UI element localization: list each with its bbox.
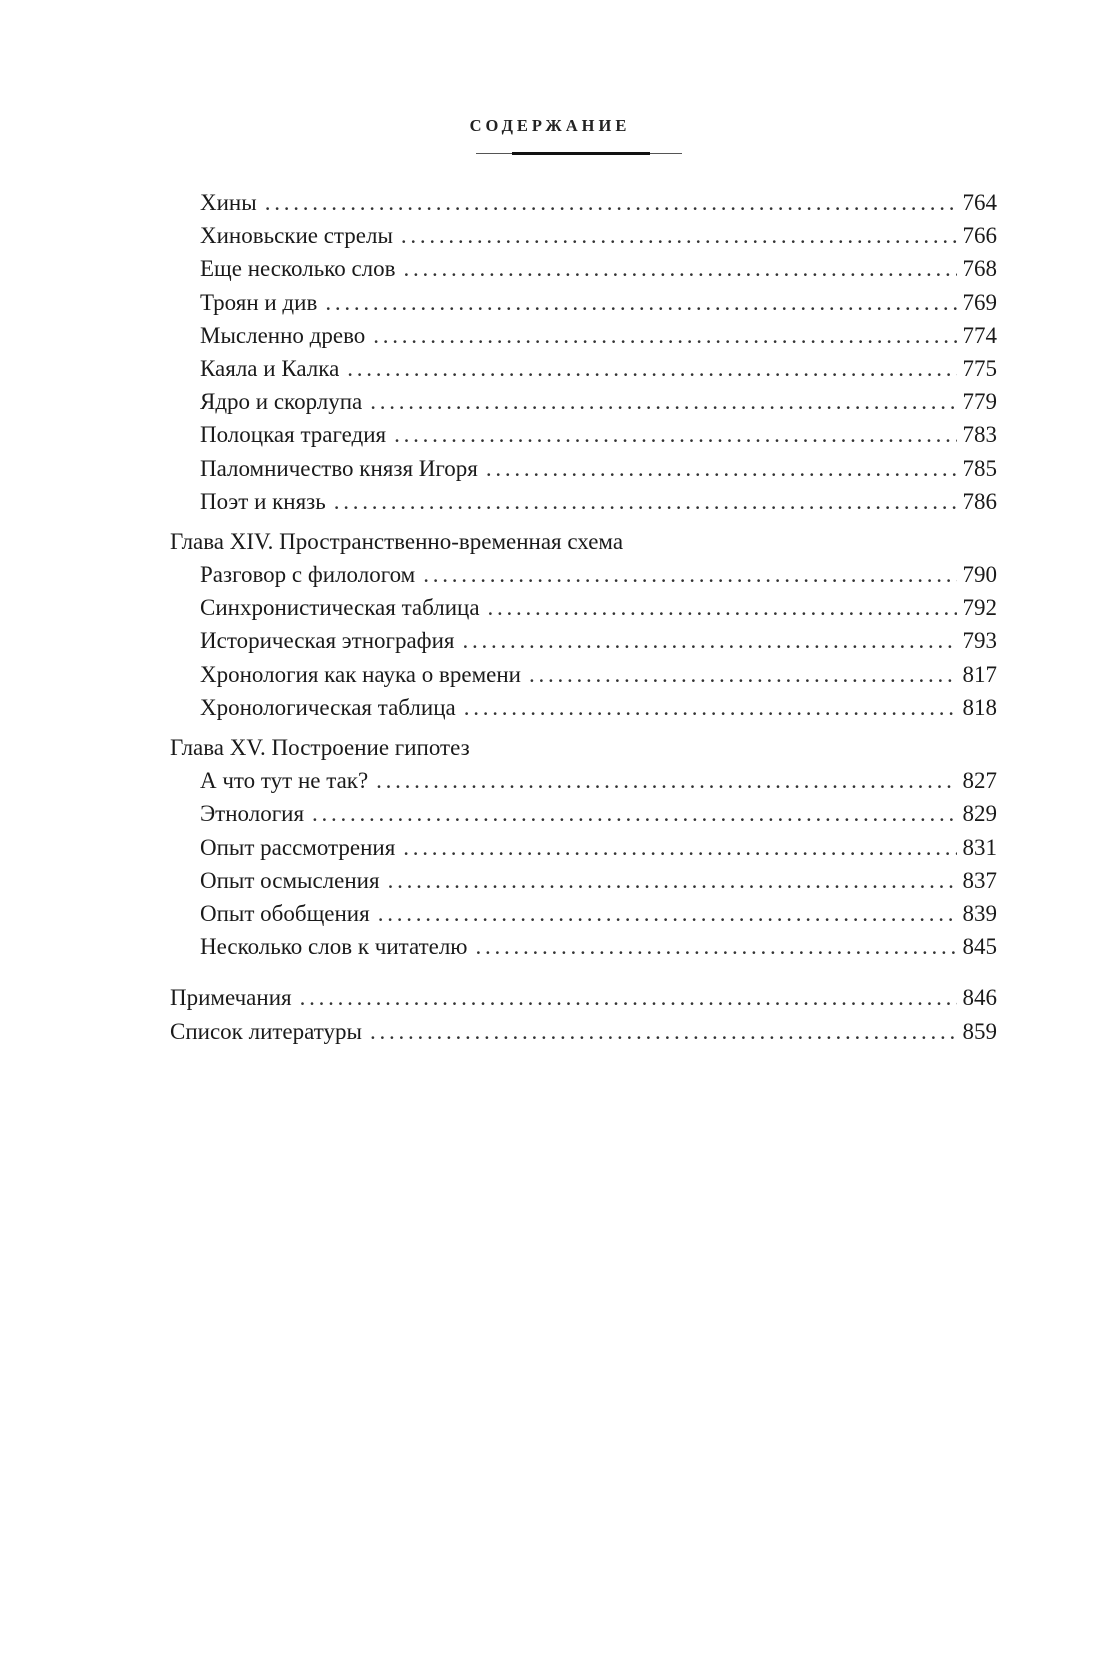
leader-dots [373, 319, 956, 352]
toc-entry-page: 785 [962, 455, 997, 481]
toc-entry[interactable] [170, 897, 997, 930]
toc-group-1 [170, 186, 997, 518]
toc-entry-page: 766 [962, 223, 997, 249]
toc-entry-title: Каяла и Калка [200, 355, 340, 381]
toc-entry-title: Хиновьские стрелы [200, 223, 393, 249]
toc-entry-title: Список литературы [170, 1018, 362, 1044]
toc-entry-title: Опыт рассмотрения [200, 834, 396, 860]
leader-dots [462, 624, 956, 657]
toc-entry-page: 827 [962, 768, 997, 794]
leader-dots [423, 558, 956, 591]
toc-entry-title: Синхронистическая таблица [200, 595, 480, 621]
toc-entry-title: Опыт осмысления [200, 867, 380, 893]
toc-entry-title: Полоцкая трагедия [200, 422, 387, 448]
toc-entry-title: Еще несколько слов [200, 256, 396, 282]
leader-dots [300, 981, 957, 1014]
toc-entry-title: Хронологическая таблица [200, 694, 456, 720]
toc-entry[interactable] [170, 691, 997, 724]
toc-entry-page: 779 [962, 389, 997, 415]
toc-group-chapter-14 [170, 558, 997, 724]
toc-entry-title: А что тут не так? [200, 768, 369, 794]
toc-entry-title: Паломничество князя Игоря [200, 455, 478, 481]
toc-entry-title: Хронология как наука о времени [200, 661, 521, 687]
toc-entry[interactable] [170, 485, 997, 518]
chapter-heading-15[interactable]: Глава XV. Построение гипотез [170, 735, 470, 760]
toc-entry[interactable] [170, 864, 997, 897]
toc-entry-page: 831 [962, 834, 997, 860]
toc-back-matter [170, 981, 997, 1047]
toc-entry[interactable] [170, 418, 997, 451]
toc-entry-page: 846 [962, 985, 997, 1011]
chapter-heading-14[interactable]: Глава XIV. Пространственно-временная схема [170, 528, 624, 554]
toc-entry-page: 769 [962, 289, 997, 315]
toc-entry[interactable] [170, 219, 997, 252]
toc-entry[interactable] [170, 797, 997, 830]
toc-entry[interactable] [170, 930, 997, 963]
toc-entry-notes[interactable] [170, 981, 997, 1014]
toc-entry-page: 786 [962, 488, 997, 514]
leader-dots [376, 764, 956, 797]
toc-entry-title: Ядро и скорлупа [200, 389, 363, 415]
toc-entry-bibliography[interactable] [170, 1015, 997, 1048]
toc-entry-page: 859 [962, 1018, 997, 1044]
leader-dots [312, 797, 956, 830]
header-rule-accent [512, 152, 650, 155]
leader-dots [404, 252, 957, 285]
toc-entry-page: 818 [962, 694, 997, 720]
toc-entry[interactable] [170, 252, 997, 285]
leader-dots [265, 186, 957, 219]
toc-entry-page: 839 [962, 900, 997, 926]
toc-entry[interactable] [170, 764, 997, 797]
leader-dots [476, 930, 957, 963]
leader-dots [388, 864, 957, 897]
leader-dots [378, 897, 957, 930]
toc-entry-page: 792 [962, 595, 997, 621]
toc-entry-page: 793 [962, 628, 997, 654]
toc-entry-title: Примечания [170, 985, 292, 1011]
toc-entry[interactable] [170, 558, 997, 591]
leader-dots [394, 418, 956, 451]
toc-entry[interactable] [170, 352, 997, 385]
toc-entry[interactable] [170, 452, 997, 485]
leader-dots [325, 286, 956, 319]
toc-entry[interactable] [170, 658, 997, 691]
toc-group-chapter-15 [170, 764, 997, 963]
leader-dots [529, 658, 957, 691]
leader-dots [488, 591, 957, 624]
toc-entry-title: Мысленно древо [200, 322, 366, 348]
toc-entry-page: 845 [962, 934, 997, 960]
toc-entry-title: Поэт и князь [200, 488, 326, 514]
toc-entry-title: Троян и див [200, 289, 318, 315]
toc-entry[interactable] [170, 591, 997, 624]
toc-entry-page: 774 [962, 322, 997, 348]
toc-entry-page: 837 [962, 867, 997, 893]
running-head: СОДЕРЖАНИЕ [469, 116, 631, 135]
table-of-contents [170, 186, 997, 1048]
leader-dots [334, 485, 957, 518]
toc-entry-title: Этнология [200, 801, 305, 827]
toc-entry[interactable] [170, 385, 997, 418]
toc-entry[interactable] [170, 624, 997, 657]
toc-entry-title: Хины [200, 190, 257, 215]
toc-entry-page: 817 [962, 661, 997, 687]
toc-entry-title: Опыт обобщения [200, 900, 370, 926]
toc-entry-page: 829 [962, 801, 997, 827]
toc-entry-page: 775 [962, 355, 997, 381]
leader-dots [370, 385, 956, 418]
toc-entry-page: 783 [962, 422, 997, 448]
toc-entry-page: 764 [962, 190, 997, 215]
toc-entry[interactable] [170, 319, 997, 352]
leader-dots [401, 219, 957, 252]
leader-dots [370, 1015, 957, 1048]
leader-dots [347, 352, 956, 385]
leader-dots [403, 831, 956, 864]
toc-entry[interactable] [170, 286, 997, 319]
toc-entry-page: 768 [962, 256, 997, 282]
toc-entry-title: Несколько слов к читателю [200, 934, 468, 960]
toc-entry[interactable] [170, 831, 997, 864]
toc-entry-title: Историческая этнография [200, 628, 455, 654]
leader-dots [486, 452, 957, 485]
leader-dots [464, 691, 957, 724]
toc-entry-title: Разговор с филологом [200, 562, 416, 588]
toc-entry-page: 790 [962, 562, 997, 588]
toc-entry[interactable] [170, 186, 997, 219]
